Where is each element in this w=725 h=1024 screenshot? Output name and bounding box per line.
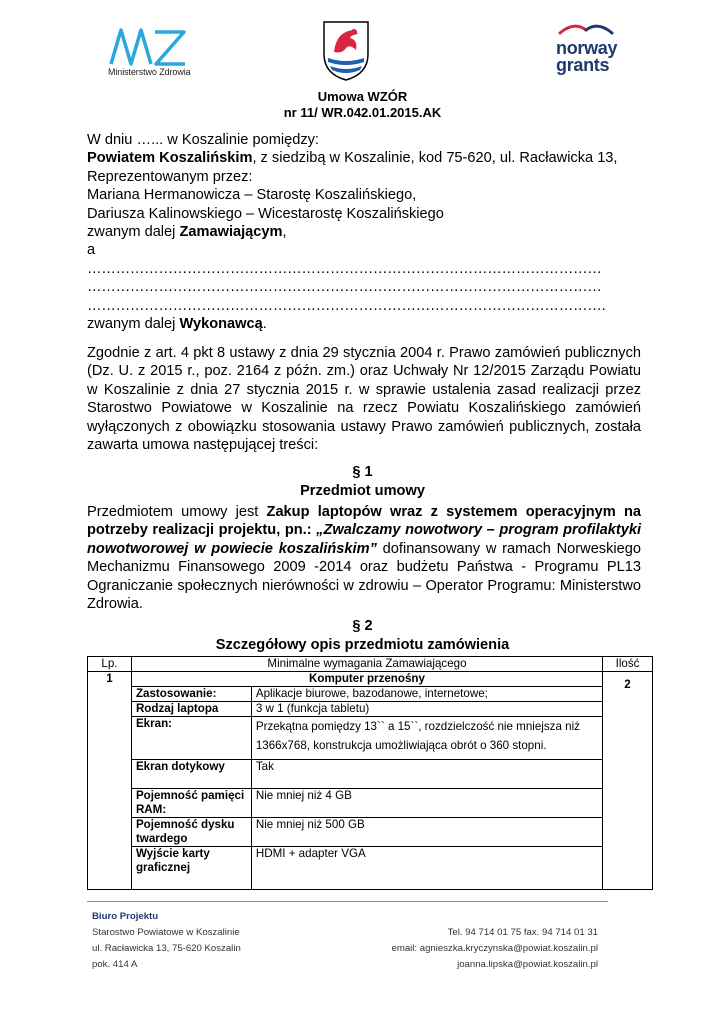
document-title bbox=[0, 89, 725, 121]
table-header-row bbox=[88, 657, 653, 672]
spec-value: Nie mniej niż 4 GB bbox=[251, 789, 602, 818]
footer-phone: Tel. 94 714 01 75 fax. 94 714 01 31 bbox=[447, 927, 598, 938]
table-row bbox=[88, 702, 653, 717]
spec-table bbox=[87, 656, 653, 890]
footer-email-1: email: agnieszka.kryczynska@powiat.koszalin.pl bbox=[391, 943, 598, 954]
coat-of-arms-icon bbox=[320, 18, 372, 82]
footer-address bbox=[92, 909, 332, 973]
spec-label: Wyjście karty graficznej bbox=[131, 847, 251, 890]
s1-project-name: „Zwalczamy nowotwory – program profilaktyki nowotworowej w powiecie koszalińskim” bbox=[87, 522, 642, 557]
representative-1: Mariana Hermanowicza – Starostę Koszalińskiego, bbox=[87, 187, 417, 204]
spec-label: Pojemność dysku twardego bbox=[131, 818, 251, 847]
ministry-caption: Ministerstwo Zdrowia bbox=[108, 67, 191, 77]
item-row bbox=[88, 672, 653, 687]
header-requirements: Minimalne wymagania Zamawiającego bbox=[131, 657, 602, 672]
coat-of-arms bbox=[320, 18, 372, 82]
grants-text: grants bbox=[556, 55, 610, 75]
header-logos bbox=[0, 18, 725, 88]
norway-grants-logo bbox=[556, 22, 646, 78]
section-2-heading: Szczegółowy opis przedmiotu zamówienia bbox=[215, 637, 510, 653]
spec-value: Tak bbox=[251, 760, 602, 789]
ministry-mark-icon bbox=[108, 24, 188, 66]
header-quantity: Ilość bbox=[603, 657, 653, 672]
contractor-prefix: zwanym dalej bbox=[87, 316, 180, 333]
dotted-line-1: ……………………………………………………………………………………………… bbox=[87, 260, 602, 277]
footer-org: Biuro Projektu bbox=[92, 911, 159, 922]
footer-email-2: joanna.lipska@powiat.koszalin.pl bbox=[457, 959, 598, 970]
spec-label: Rodzaj laptopa bbox=[131, 702, 251, 717]
spec-value: HDMI + adapter VGA bbox=[251, 847, 602, 890]
party-name: Powiatem Koszalińskim bbox=[87, 150, 253, 167]
called-suffix: , bbox=[282, 224, 287, 241]
s1-text-a: Przedmiotem umowy jest bbox=[87, 504, 267, 520]
item-name: Komputer przenośny bbox=[131, 672, 602, 687]
table-row bbox=[88, 847, 653, 890]
section-1-number: § 1 bbox=[352, 464, 373, 480]
spec-label: Zastosowanie: bbox=[131, 687, 251, 702]
intro-date-line: W dniu …... w Koszalinie pomiędzy: bbox=[87, 132, 319, 148]
representative-2: Dariusza Kalinowskiego – Wicestarostę Koszalińskiego bbox=[87, 205, 444, 222]
represented-label: Reprezentowanym przez: bbox=[87, 168, 253, 185]
norway-text: norway bbox=[556, 38, 618, 58]
called-role: Zamawiającym bbox=[179, 224, 283, 241]
footer-line-3: pok. 414 A bbox=[92, 959, 138, 970]
table-row bbox=[88, 789, 653, 818]
spec-label: Ekran dotykowy bbox=[131, 760, 251, 789]
table-row bbox=[88, 760, 653, 789]
spec-label: Ekran: bbox=[131, 717, 251, 760]
dotted-line-2: ……………………………………………………………………………………………… bbox=[87, 279, 602, 296]
section-1-heading: Przedmiot umowy bbox=[300, 483, 425, 499]
footer-contact bbox=[318, 909, 598, 973]
spec-value: Nie mniej niż 500 GB bbox=[251, 818, 602, 847]
footer-divider bbox=[87, 901, 608, 902]
spec-label: Pojemność pamięci RAM: bbox=[131, 789, 251, 818]
item-quantity: 2 bbox=[603, 672, 653, 890]
title-line-2: nr 11/ WR.042.01.2015.AK bbox=[283, 105, 442, 120]
dotted-line-3: ………………………………………………………………………………………………. bbox=[87, 297, 606, 314]
section-2-number: § 2 bbox=[352, 618, 373, 634]
contractor-suffix: . bbox=[262, 316, 267, 333]
footer-line-2: ul. Racławicka 13, 75-620 Koszalin bbox=[92, 943, 241, 954]
spec-value: 3 w 1 (funkcja tabletu) bbox=[251, 702, 602, 717]
called-line bbox=[87, 223, 641, 241]
parties-section bbox=[87, 131, 641, 333]
spec-value: Aplikacje biurowe, bazodanowe, internetowe; bbox=[251, 687, 602, 702]
section-1-text bbox=[87, 503, 641, 613]
spec-value: Przekątna pomiędzy 13`` a 15``, rozdzielczość nie mniejsza niż 1366x768, konstrukcja umożliwiająca obrót o 360 stopni. bbox=[251, 717, 602, 760]
contractor-line bbox=[87, 315, 641, 333]
table-row bbox=[88, 818, 653, 847]
footer-line-1: Starostwo Powiatowe w Koszalinie bbox=[92, 927, 240, 938]
legal-basis-paragraph: Zgodnie z art. 4 pkt 8 ustawy z dnia 29 stycznia 2004 r. Prawo zamówień publicznych (Dz. U. z 2015 r., poz. 2164 z późn. zm.) oraz Uchwały Nr 12/2015 Zarządu Powiatu w Koszalinie z dnia 27 stycznia 2015 r. w sprawie ustalenia zasad realizacji przez Starostwo Powiatowe w Koszalinie na rzecz Powiatu Koszalińskiego zamówień wyłączonych z obowiązku stosowania ustawy Prawo zamówień publicznych, została zawarta umowa następującej treści: bbox=[87, 345, 641, 454]
ministry-logo bbox=[108, 24, 208, 88]
called-prefix: zwanym dalej bbox=[87, 224, 180, 241]
party-line bbox=[87, 149, 641, 167]
table-row bbox=[88, 717, 653, 760]
s1-text-b: Zakup laptopów wraz z systemem operacyjnym na potrzeby realizacji projektu, pn.: bbox=[87, 504, 641, 539]
s1-text-d: dofinansowany w ramach Norweskiego Mechanizmu Finansowego 2009 -2014 oraz budżetu Państwa - Programu PL13 Ograniczanie społecznych nierówności w zdrowiu – Operator Programu: Ministerstwo Zdrowia. bbox=[87, 540, 641, 613]
and-word: a bbox=[87, 242, 96, 259]
item-number: 1 bbox=[88, 672, 132, 890]
table-row bbox=[88, 687, 653, 702]
contractor-role: Wykonawcą bbox=[179, 316, 263, 333]
party-address: , z siedzibą w Koszalinie, kod 75-620, ul. Racławicka 13, bbox=[252, 150, 618, 167]
norway-swoosh-icon bbox=[556, 23, 616, 35]
title-line-1: Umowa WZÓR bbox=[317, 89, 408, 104]
header-lp: Lp. bbox=[88, 657, 132, 672]
